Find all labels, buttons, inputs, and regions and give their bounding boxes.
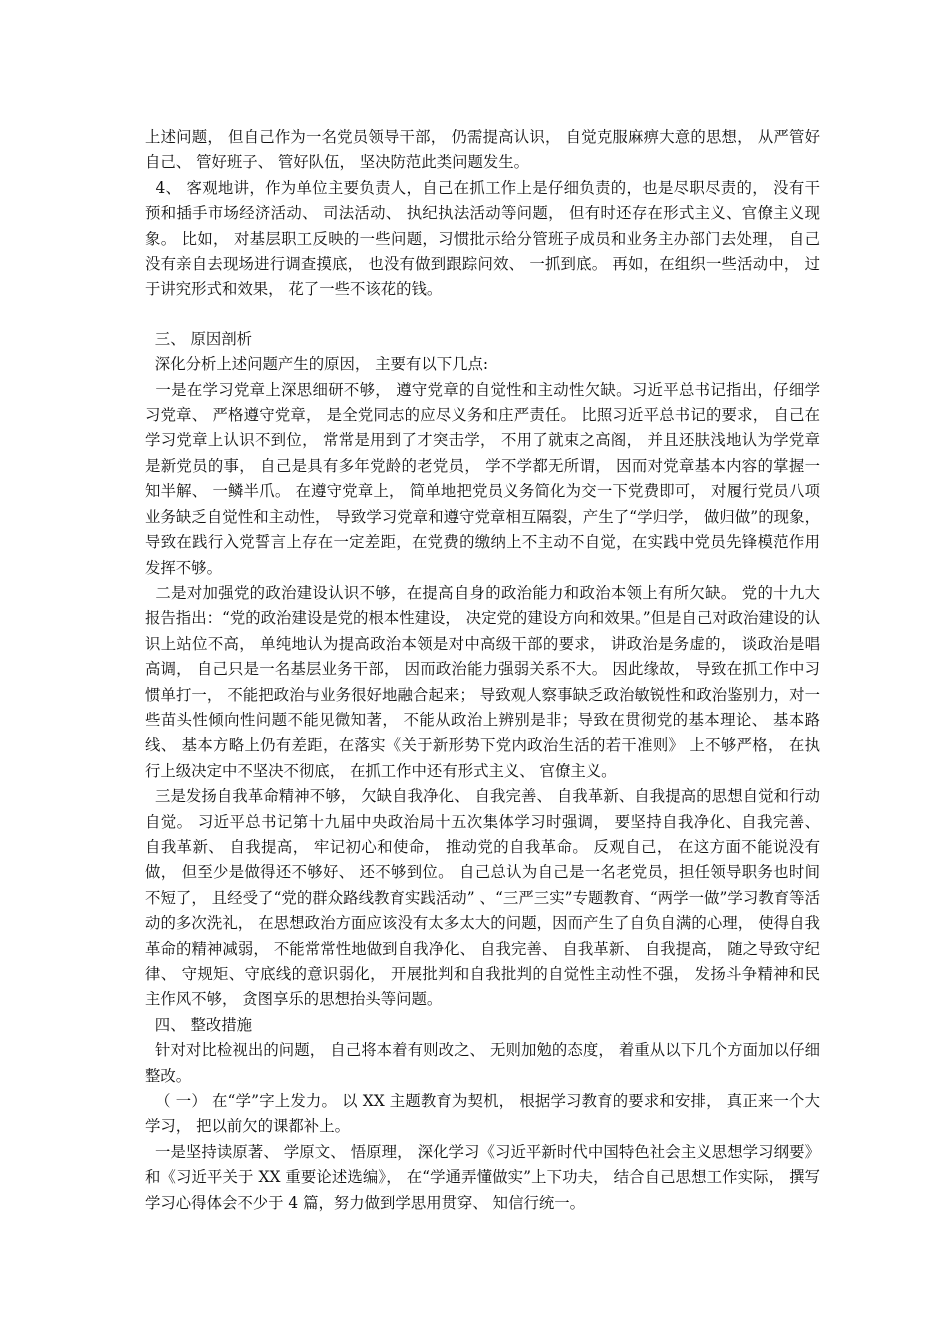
paragraph-cause-3: 三是发扬自我革命精神不够， 欠缺自我净化、 自我完善、 自我革新、自我提高的思想自觉和行动自觉。 习近平总书记第十九届中央政治局十五次集体学习时强调， 要坚持自我净化、自我完善、 自我革新、 自我提高， 牢记初心和使命， 推动党的自我革命。 反观自己， 在这方面不能说没有做， 但至少是做得还不够好、 还不够到位。 自己总认为自己是一名老党员，担任领导职务也时间不短了， 且经受了“党的群众路线教育实践活动” 、“三严三实”专题教育、“两学一做”学习教育等活动的多次洗礼， 在思想政治方面应该没有太多太大的问题，因而产生了自负自满的心理， 使得自我革命的精神减弱， 不能常常性地做到自我净化、 自我完善、 自我革新、 自我提高， 随之导致守纪律、 守规矩、守底线的意识弱化， 开展批判和自我批判的自觉性主动性不强， 发扬斗争精神和民主作风不够， 贪图享乐的思想抬头等问题。	[145, 787, 825, 1009]
paragraph-cause-2: 二是对加强党的政治建设认识不够，在提高自身的政治能力和政治本领上有所欠缺。 党的十九大报告指出：“党的政治建设是党的根本性建设， 决定党的建设方向和效果。”但是自己对政治建设的认识上站位不高， 单纯地认为提高政治本领是对中高级干部的要求， 讲政治是务虚的， 谈政治是唱高调， 自己只是一名基层业务干部， 因而政治能力强弱关系不大。 因此缘故， 导致在抓工作中习惯单打一， 不能把政治与业务很好地融合起来； 导致观人察事缺乏政治敏锐性和政治鉴别力，对一些苗头性倾向性问题不能见微知著， 不能从政治上辨别是非；导致在贯彻党的基本理论、 基本路线、 基本方略上仍有差距，在落实《关于新形势下党内政治生活的若干准则》 上不够严格， 在执行上级决定中不坚决不彻底， 在抓工作中还有形式主义、 官僚主义。	[145, 583, 820, 780]
paragraph-measure-1-heading: （ 一） 在“学”字上发力。 以 XX 主题教育为契机， 根据学习教育的要求和安排， 真正来一个大学习， 把以前欠的课都补上。	[145, 1092, 820, 1136]
paragraph-cause-1: 一是在学习党章上深思细研不够， 遵守党章的自觉性和主动性欠缺。习近平总书记指出，仔细学习党章、 严格遵守党章， 是全党同志的应尽义务和庄严责任。 比照习近平总书记的要求， 自己在学习党章上认识不到位， 常常是用到了才突击学， 不用了就束之高阁， 并且还肤浅地认为学党章是新党员的事， 自己是具有多年党龄的老党员， 学不学都无所谓， 因而对党章基本内容的掌握一知半解、 一鳞半爪。 在遵守党章上， 简单地把党员义务简化为交一下党费即可， 对履行党员八项业务缺乏自觉性和主动性， 导致学习党章和遵守党章相互隔裂，产生了“学归学， 做归做”的现象， 导致在践行入党誓言上存在一定差距，在党费的缴纳上不主动不自觉，在实践中党员先锋模范作用发挥不够。	[145, 380, 825, 577]
paragraph-rectification-intro: 针对对比检视出的问题， 自己将本着有则改之、 无则加勉的态度， 着重从以下几个方面加以仔细整改。	[145, 1041, 820, 1085]
section-heading-rectification: 四、 整改措施	[145, 1015, 253, 1034]
section-heading-cause-analysis: 三、 原因剖析	[145, 329, 253, 348]
paragraph-cause-intro: 深化分析上述问题产生的原因， 主要有以下几点:	[145, 355, 489, 374]
paragraph-measure-1-item-1: 一是坚持读原著、 学原文、 悟原理， 深化学习《习近平新时代中国特色社会主义思想学习纲要》 和《习近平关于 XX 重要论述选编》， 在“学通弄懂做实”上下功夫， 结合自己思想工作实际， 撰写学习心得体会不少于 4 篇，努力做到学思用贯穿、 知信行统一。	[145, 1142, 825, 1212]
document-page	[145, 125, 825, 1216]
paragraph-problem-4: 4、 客观地讲，作为单位主要负责人，自己在抓工作上是仔细负责的，也是尽职尽责的， 没有干预和插手市场经济活动、 司法活动、 执纪执法活动等问题， 但有时还存在形式主义、官僚主义现象。 比如， 对基层职工反映的一些问题，习惯批示给分管班子成员和业务主办部门去处理， 自己没有亲自去现场进行调查摸底， 也没有做到跟踪问效、 一抓到底。 再如，在组织一些活动中， 过于讲究形式和效果， 花了一些不该花的钱。	[145, 178, 820, 299]
paragraph-problem-3-continued: 上述问题， 但自己作为一名党员领导干部， 仍需提高认识， 自觉克服麻痹大意的思想， 从严管好自己、 管好班子、 管好队伍， 坚决防范此类问题发生。	[145, 128, 820, 172]
section-gap	[145, 303, 820, 327]
